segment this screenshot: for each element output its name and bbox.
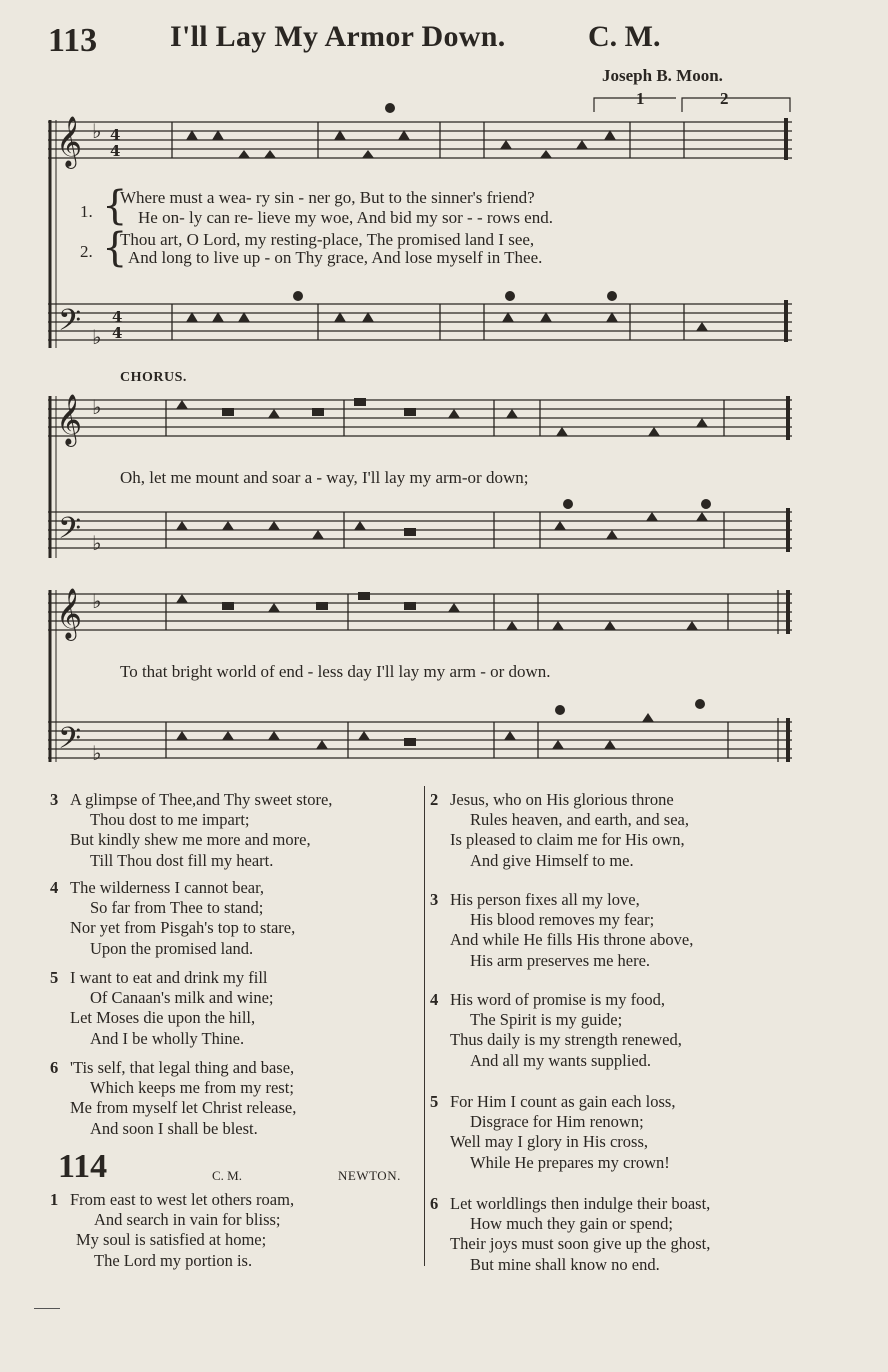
svg-text:𝄢: 𝄢	[58, 304, 82, 345]
stanza-right-2: 2 Jesus, who on His glorious throne Rules heaven, and earth, and sea, Is pleased to claim me for His own, And give Himself to me.	[430, 790, 689, 870]
chorus-label: CHORUS.	[120, 370, 187, 385]
stanza-left-5: 5 I want to eat and drink my fill Of Canaan's milk and wine; Let Moses die upon the hill, And I be wholly Thine.	[50, 968, 274, 1048]
svg-text:4: 4	[110, 142, 121, 160]
ending-2-label: 2	[720, 89, 729, 108]
column-divider	[424, 786, 425, 1266]
svg-text:♭: ♭	[92, 741, 102, 765]
svg-text:𝄢: 𝄢	[58, 722, 82, 763]
chorus-line-1: Oh, let me mount and soar a - way, I'll lay my arm-or down;	[120, 468, 529, 487]
svg-text:♭: ♭	[92, 531, 102, 555]
ending-brackets	[594, 98, 790, 112]
svg-text:♭: ♭	[92, 325, 102, 349]
stanza-left-4: 4 The wilderness I cannot bear, So far from Thee to stand; Nor yet from Pisgah's top to stare, Upon the promised land.	[50, 878, 296, 958]
composer: Joseph B. Moon.	[602, 66, 723, 85]
hymn-114-meter: C. M.	[212, 1168, 242, 1183]
page-mark	[34, 1308, 60, 1309]
ending-1-label: 1	[636, 89, 645, 108]
verse-2-line-2: And long to live up - on Thy grace, And lose myself in Thee.	[128, 248, 543, 267]
verse-1-number: 1.	[80, 202, 93, 221]
svg-text:4: 4	[110, 126, 121, 144]
hymn-meter: C. M.	[588, 20, 661, 53]
verse-1-brace: {	[102, 183, 128, 229]
hymn-title: I'll Lay My Armor Down.	[170, 20, 506, 53]
stanza-left-3: 3 A glimpse of Thee,and Thy sweet store, Thou dost to me impart; But kindly shew me more and more, Till Thou dost fill my heart.	[50, 790, 333, 870]
stanza-right-6: 6 Let worldlings then indulge their boast, How much they gain or spend; Their joys must soon give up the ghost, But mine shall know no end.	[430, 1194, 711, 1274]
stanza-left-6: 6 'Tis self, that legal thing and base, Which keeps me from my rest; Me from myself let Christ release, And soon I shall be blest.	[50, 1058, 297, 1138]
svg-text:4: 4	[112, 324, 123, 342]
stanza-number: 3	[50, 790, 59, 809]
hymn-114-stanza-1: 1 From east to west let others roam, And search in vain for bliss; My soul is satisfied at home; The Lord my portion is.	[50, 1190, 295, 1270]
verse-1-line-1: Where must a wea- ry sin - ner go, But to the sinner's friend?	[120, 188, 535, 207]
svg-text:♭: ♭	[92, 119, 102, 143]
stanza-right-5: 5 For Him I count as gain each loss, Disgrace for Him renown; Well may I glory in His cross, While He prepares my crown!	[430, 1092, 676, 1172]
verse-2-brace: {	[102, 225, 128, 271]
hymn-number: 113	[48, 22, 98, 59]
svg-text:4: 4	[112, 308, 123, 326]
svg-text:𝄞: 𝄞	[56, 116, 83, 167]
stanza-right-4: 4 His word of promise is my food, The Spirit is my guide; Thus daily is my strength renewed, And all my wants supplied.	[430, 990, 682, 1070]
verse-2-line-1: Thou art, O Lord, my resting-place, The promised land I see,	[120, 230, 535, 249]
chorus-line-2: To that bright world of end - less day I'll lay my arm - or down.	[120, 662, 551, 681]
verse-1-line-2: He on- ly can re- lieve my woe, And bid my sor - - rows end.	[138, 208, 553, 227]
svg-text:𝄞: 𝄞	[56, 588, 83, 639]
svg-text:♭: ♭	[92, 395, 102, 419]
stanza-right-3: 3 His person fixes all my love, His blood removes my fear; And while He fills His throne above, His arm preserves me here.	[430, 890, 694, 970]
hymn-114-number: 114	[58, 1148, 108, 1185]
svg-text:𝄞: 𝄞	[56, 394, 83, 445]
verse-2-number: 2.	[80, 242, 93, 261]
hymn-114-author: NEWTON.	[338, 1168, 401, 1183]
svg-text:𝄢: 𝄢	[58, 512, 82, 553]
svg-text:♭: ♭	[92, 589, 102, 613]
